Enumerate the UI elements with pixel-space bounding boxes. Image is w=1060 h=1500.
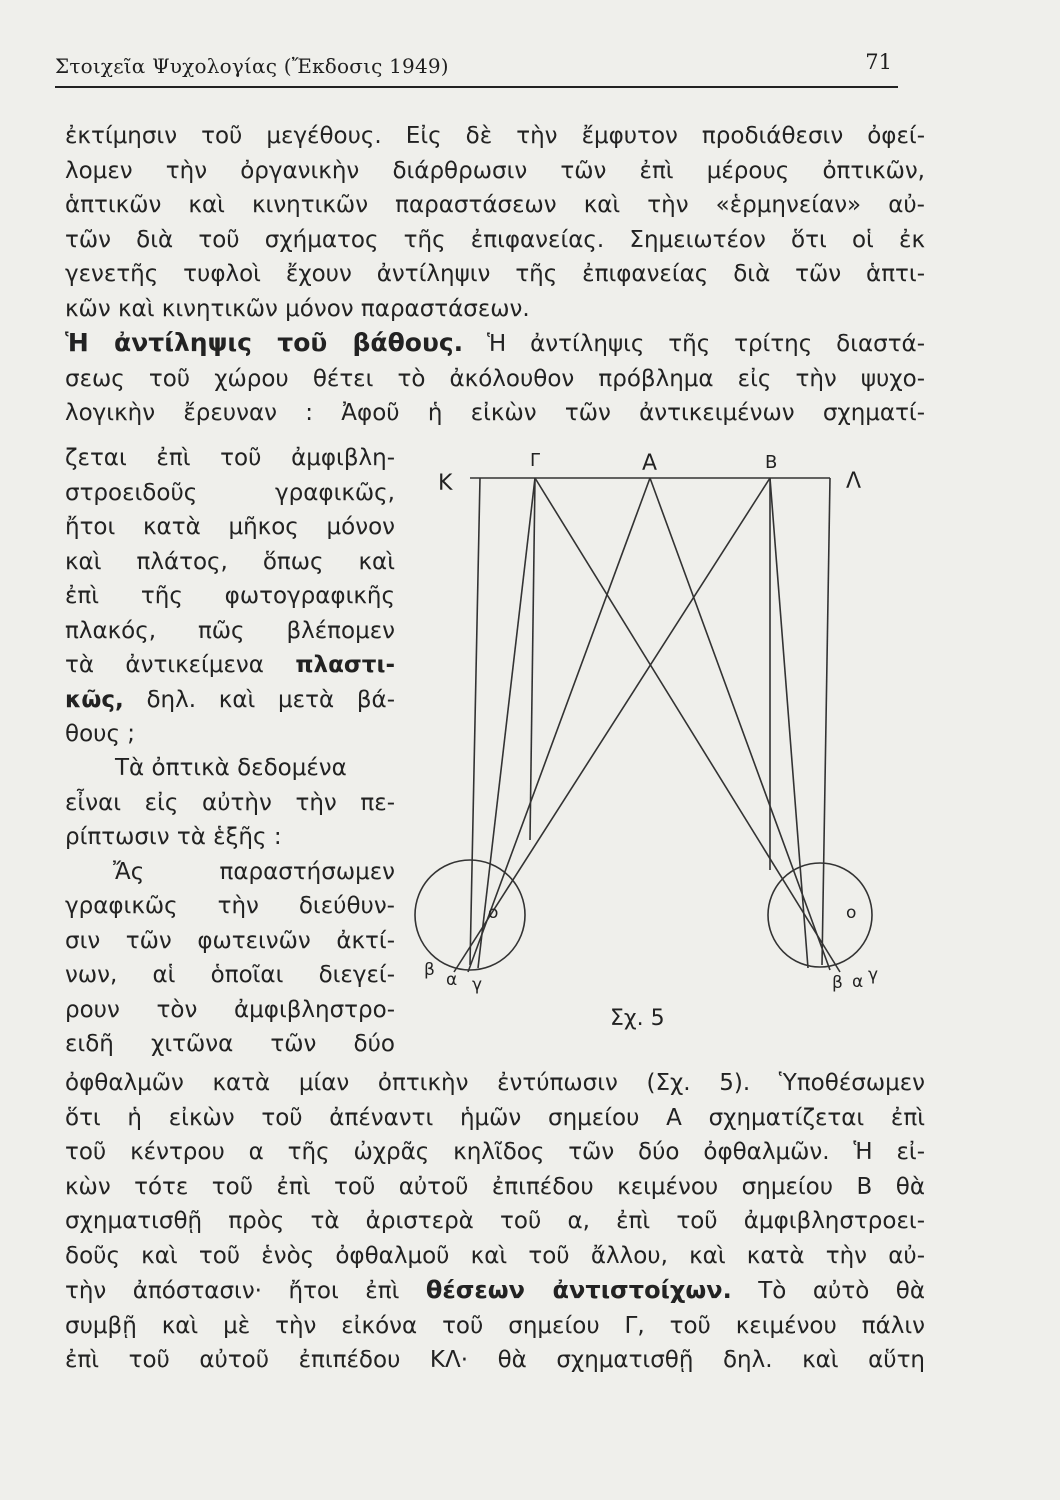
label-g-left: γ — [472, 975, 483, 995]
label-B-top: Β — [765, 452, 778, 473]
text-line — [65, 648, 395, 683]
text-line: ἁπτικῶν καὶ κινητικῶν παραστάσεων καὶ τὴν «ἑρμηνείαν» αὐ- — [65, 192, 925, 218]
text-line: γενετῆς τυφλοὶ ἔχουν ἀντίληψιν τῆς ἐπιφανείας διὰ τῶν ἁπτι- — [65, 261, 925, 287]
text-line: σεως τοῦ χώρου θέτει τὸ ἀκόλουθον πρόβλημα εἰς τὴν ψυχο- — [65, 365, 925, 392]
paragraph-retina-flat — [65, 441, 395, 752]
label-b-left: β — [424, 960, 435, 980]
label-o-left: ο — [488, 903, 499, 923]
text-line: κὼν τότε τοῦ ἐπὶ τοῦ αὐτοῦ ἐπιπέδου κειμένου σημείου Β θὰ — [65, 1173, 925, 1200]
text-line: συμβῇ καὶ μὲ τὴν εἰκόνα τοῦ σημείου Γ, τοῦ κειμένου πάλιν — [65, 1312, 925, 1339]
ray-G-right — [535, 478, 840, 972]
text-line — [65, 326, 925, 362]
label-b-right: β — [832, 973, 843, 993]
text-line: ἐπὶ τῆς φωτογραφικῆς — [65, 583, 395, 609]
emphasis-phrase: θέσεων ἀντιστοίχων. — [425, 1276, 732, 1304]
text-line: σιν τῶν φωτεινῶν ἀκτί- — [65, 927, 395, 954]
text-line: εἶναι εἰς αὐτὴν τὴν πε- — [65, 789, 395, 816]
text-fragment: Ἡ ἀντίληψις τῆς τρίτης διαστά- — [487, 331, 925, 357]
text-line: σχηματισθῇ πρὸς τὰ ἀριστερὰ τοῦ α, ἐπὶ τοῦ ἀμφιβληστροει- — [65, 1208, 925, 1234]
text-line: ἐκτίμησιν τοῦ μεγέθους. Εἰς δὲ τὴν ἔμφυτον προδιάθεσιν ὀφεί- — [65, 123, 925, 149]
text-line: γραφικῶς τὴν διεύθυν- — [65, 893, 395, 919]
emphasis-word: κῶς, — [65, 686, 124, 713]
text-line: τοῦ κέντρου α τῆς ὠχρᾶς κηλῖδος τῶν δύο ὀφθαλμῶν. Ἡ εἰ- — [65, 1139, 925, 1165]
section-heading: Ἡ ἀντίληψις τοῦ βάθους. — [65, 328, 464, 357]
text-line: νων, αἱ ὁποῖαι διεγεί- — [65, 962, 395, 988]
ray-A-left — [468, 478, 650, 972]
text-line: ρουν τὸν ἀμφιβληστρο- — [65, 996, 395, 1023]
text-line: ἤτοι κατὰ μῆκος μόνον — [65, 514, 395, 540]
text-line: ρίπτωσιν τὰ ἑξῆς : — [65, 824, 282, 850]
text-line: στροειδοῦς γραφικῶς, — [65, 479, 395, 506]
label-a-right: α — [852, 972, 864, 992]
page-header — [55, 50, 898, 88]
ray-G-left — [478, 478, 535, 968]
paragraph-depth-perception — [65, 326, 925, 431]
label-L: Λ — [846, 469, 862, 494]
running-title: Στοιχεῖα Ψυχολογίας (Ἔκδοσις 1949) — [55, 54, 449, 78]
text-line: ὀφθαλμῶν κατὰ μίαν ὀπτικὴν ἐντύπωσιν (Σχ. 5). Ὑποθέσωμεν — [65, 1070, 925, 1096]
text-fragment: τὴν ἀπόστασιν· ἤτοι ἐπὶ — [65, 1278, 400, 1304]
figure-binocular-diagram — [410, 440, 890, 1040]
label-g-right: γ — [868, 965, 879, 985]
text-line: δοῦς καὶ τοῦ ἑνὸς ὀφθαλμοῦ καὶ τοῦ ἄλλου, καὶ κατὰ τὴν αὐ- — [65, 1242, 925, 1269]
text-line — [65, 1273, 925, 1309]
label-o-right: ο — [846, 903, 857, 923]
text-line: πλακός, πῶς βλέπομεν — [65, 617, 395, 644]
text-line: καὶ πλάτος, ὅπως καὶ — [65, 548, 395, 575]
text-line: κῶν καὶ κινητικῶν μόνον παραστάσεων. — [65, 295, 530, 322]
paragraph-surface-perception — [65, 119, 925, 326]
emphasis-word: πλαστι- — [295, 652, 395, 678]
text-line: λογικὴν ἔρευναν : Ἀφοῦ ἡ εἰκὼν τῶν ἀντικειμένων σχηματί- — [65, 400, 925, 426]
text-line: θους ; — [65, 721, 136, 747]
label-G: Γ — [530, 450, 541, 471]
text-fragment: τὰ ἀντικείμενα — [65, 652, 264, 678]
ray-B-left — [454, 478, 770, 972]
text-fragment: δηλ. καὶ μετὰ βά- — [146, 686, 395, 713]
diagram-svg — [410, 440, 890, 1040]
text-line — [65, 683, 395, 718]
text-line: ὅτι ἡ εἰκὼν τοῦ ἀπέναντι ἡμῶν σημείου Α σχηματίζεται ἐπὶ — [65, 1104, 925, 1131]
paragraph-optical-data — [65, 751, 395, 1062]
text-line: Ἄς παραστήσωμεν — [113, 858, 395, 885]
text-line: ζεται ἐπὶ τοῦ ἀμφιβλη- — [65, 445, 395, 471]
text-line: Τὰ ὀπτικὰ δεδομένα — [115, 755, 347, 781]
text-line: λομεν τὴν ὀργανικὴν διάρθρωσιν τῶν ἐπὶ μέρους ὀπτικῶν, — [65, 157, 925, 184]
text-line: τῶν διὰ τοῦ σχήματος τῆς ἐπιφανείας. Σημειωτέον ὅτι οἱ ἐκ — [65, 226, 925, 253]
page-number: 71 — [865, 50, 892, 74]
label-K: Κ — [438, 471, 453, 496]
label-a-left: α — [446, 970, 458, 990]
text-fragment: Τὸ αὐτὸ θὰ — [758, 1278, 925, 1304]
text-line: ειδῆ χιτῶνα τῶν δύο — [65, 1031, 395, 1057]
paragraph-retinal-images — [65, 1066, 925, 1378]
label-A: Α — [642, 451, 658, 476]
figure-caption: Σχ. 5 — [610, 1006, 665, 1031]
ray-A-right — [650, 478, 830, 970]
text-line: ἐπὶ τοῦ αὐτοῦ ἐπιπέδου ΚΛ· θὰ σχηματισθῇ δηλ. καὶ αὕτη — [65, 1347, 925, 1373]
